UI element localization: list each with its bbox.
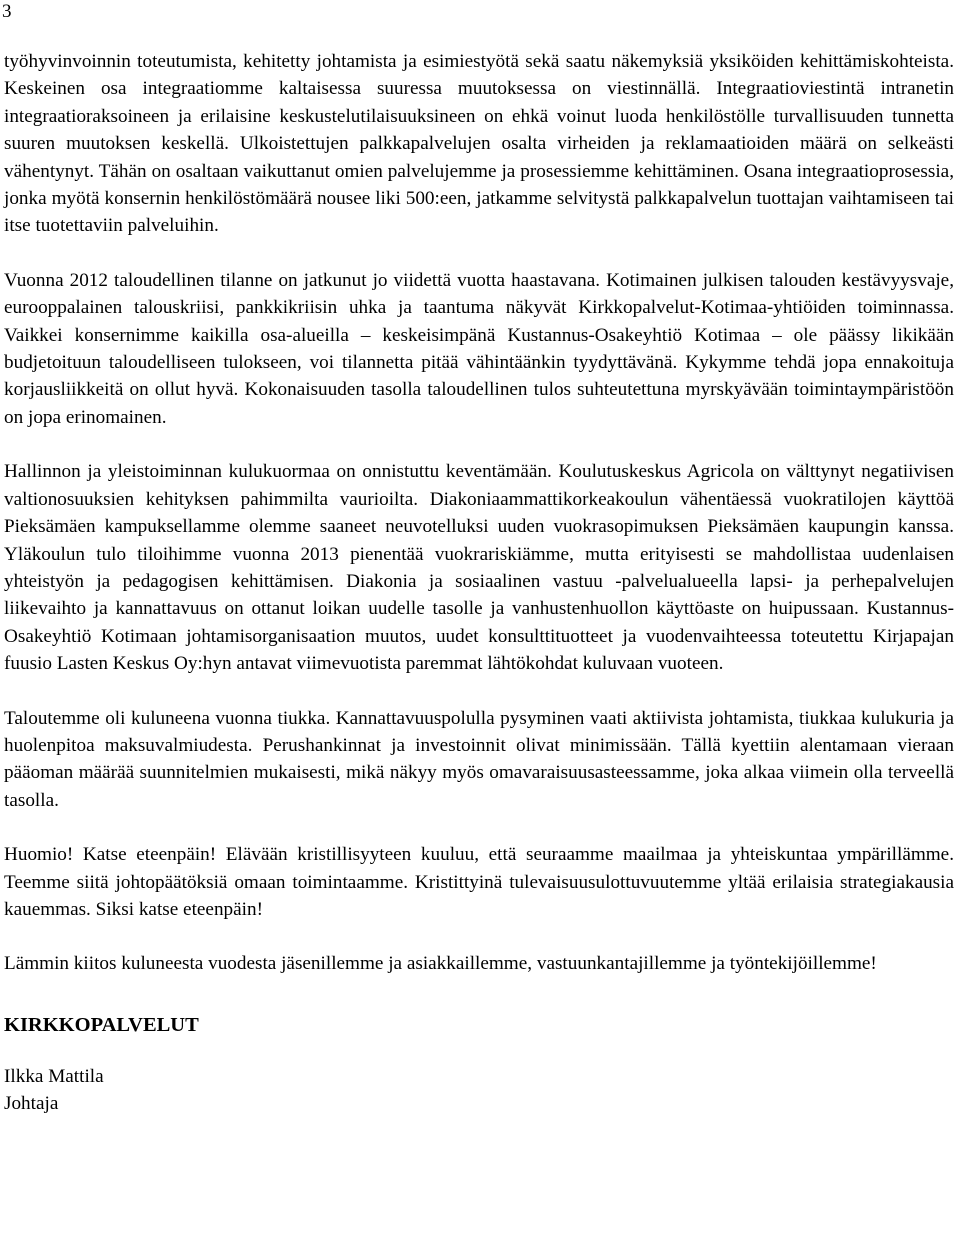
paragraph-financial-situation: Vuonna 2012 taloudellinen tilanne on jatkunut jo viidettä vuotta haastavana. Kotimainen julkisen talouden kestävyysvaje, eurooppalainen talouskriisi, pankkikriisin uhka ja taantuma näkyvät Kirkkopalvelut-Kotimaa-yhtiöiden toiminnassa. Vaikkei konsernimme kaikilla osa-alueilla – keskeisimpänä Kustannus-Osakeyhtiö Kotimaa – ole päässy likikään budjetoituun taloudelliseen tulokseen, voi tilannetta pitää vähintäänkin tyydyttävänä. Kykymme tehdä jopa ennakoituja korjausliikkeitä on ollut hyvä. Kokonaisuuden tasolla taloudellinen tulos suhteutettuna myrskyävään toimintaympäristöön on jopa erinomainen. bbox=[4, 269, 954, 428]
paragraph-looking-ahead: Huomio! Katse eteenpäin! Elävään kristillisyyteen kuuluu, että seuraamme maailmaa ja yhteiskuntaa ympärillämme. Teemme siitä johtopäätöksiä omaan toimintaamme. Kristittyinä tulevaisuusulottuvuutemme yltää erilaisia strategiakausia kauemmas. Siksi katse eteenpäin! bbox=[4, 844, 954, 920]
page-number: 3 bbox=[2, 1, 12, 22]
organization-heading: KIRKKOPALVELUT bbox=[4, 1013, 199, 1036]
signature-block bbox=[4, 1063, 954, 1118]
paragraph-staff-wellbeing: työhyvinvoinnin toteutumista, kehitetty johtamista ja esimiestyötä sekä saatu näkemyksiä yksiköiden kehittämiskohteista. Keskeinen osa integraatiomme kaltaisessa suuressa muutoksessa on viestinnällä. Integraatioviestintä intranetin integraatioraksoineen ja erilaisine keskustelutilaisuuksineen on ehkä voinut luoda henkilöstölle turvallisuuden tunnetta suuren muutoksen keskellä. Ulkoistettujen palkkapalvelujen osalta virheiden ja reklamaatioiden määrä on selkeästi vähentynyt. Tähän on osaltaan vaikuttanut omien palvelujemme ja prosessiemme kehittäminen. Osana integraatioprosessia, jonka myötä konsernin henkilöstömäärä nousee liki 500:een, jatkamme selvitystä palkkapalvelun tuottajan vaihtamiseen tai itse tuotettaviin palveluihin. bbox=[4, 51, 954, 237]
paragraph-administration-costs: Hallinnon ja yleistoiminnan kulukuormaa on onnistuttu keventämään. Koulutuskeskus Agricola on välttynyt negatiivisen valtionosuuksien kehityksen pahimmilta vaurioilta. Diakoniaammattikorkeakoulun vähentäessä vuokratilojen käyttöä Pieksämäen kampuksellamme olemme saaneet neuvotelluksi uuden vuokrasopimuksen Pieksämäen kaupungin kanssa. Yläkoulun tulo tiloihimme vuonna 2013 pienentää vuokrariskiämme, mutta erityisesti se mahdollistaa uudenlaisen yhteistyön ja pedagogisen kehittämisen. Diakonia ja sosiaalinen vastuu -palvelualueella lapsi- ja perhepalvelujen liikevaihto ja kannattavuus on ottanut loikan uudelle tasolle ja vanhustenhuollon käyttöaste on huipussaan. Kustannus-Osakeyhtiö Kotimaan johtamisorganisaation muutos, uudet konsulttituotteet ja vuodenvaihteessa toteutettu Kirjapajan fuusio Lasten Keskus Oy:hyn antavat viimevuotista paremmat lähtökohdat kuluvaan vuoteen. bbox=[4, 461, 954, 675]
signer-name: Ilkka Mattila bbox=[4, 1065, 104, 1087]
paragraph-economy: Taloutemme oli kuluneena vuonna tiukka. Kannattavuuspolulla pysyminen vaati aktiivista johtamista, tiukkaa kulukuria ja huolenpitoa maksuvalmiudesta. Perushankinnat ja investoinnit olivat minimissään. Tällä kyettiin alentamaan vieraan pääoman määrää suunnitelmien mukaisesti, mikä näkyy myös omavaraisuusasteessamme, joka alkaa viimein olla terveellä tasolla. bbox=[4, 707, 954, 811]
paragraph-thanks: Lämmin kiitos kuluneesta vuodesta jäsenillemme ja asiakkaillemme, vastuunkantajillemme ja työntekijöillemme! bbox=[4, 953, 877, 975]
signer-title: Johtaja bbox=[4, 1093, 59, 1115]
document-body bbox=[4, 48, 954, 1118]
